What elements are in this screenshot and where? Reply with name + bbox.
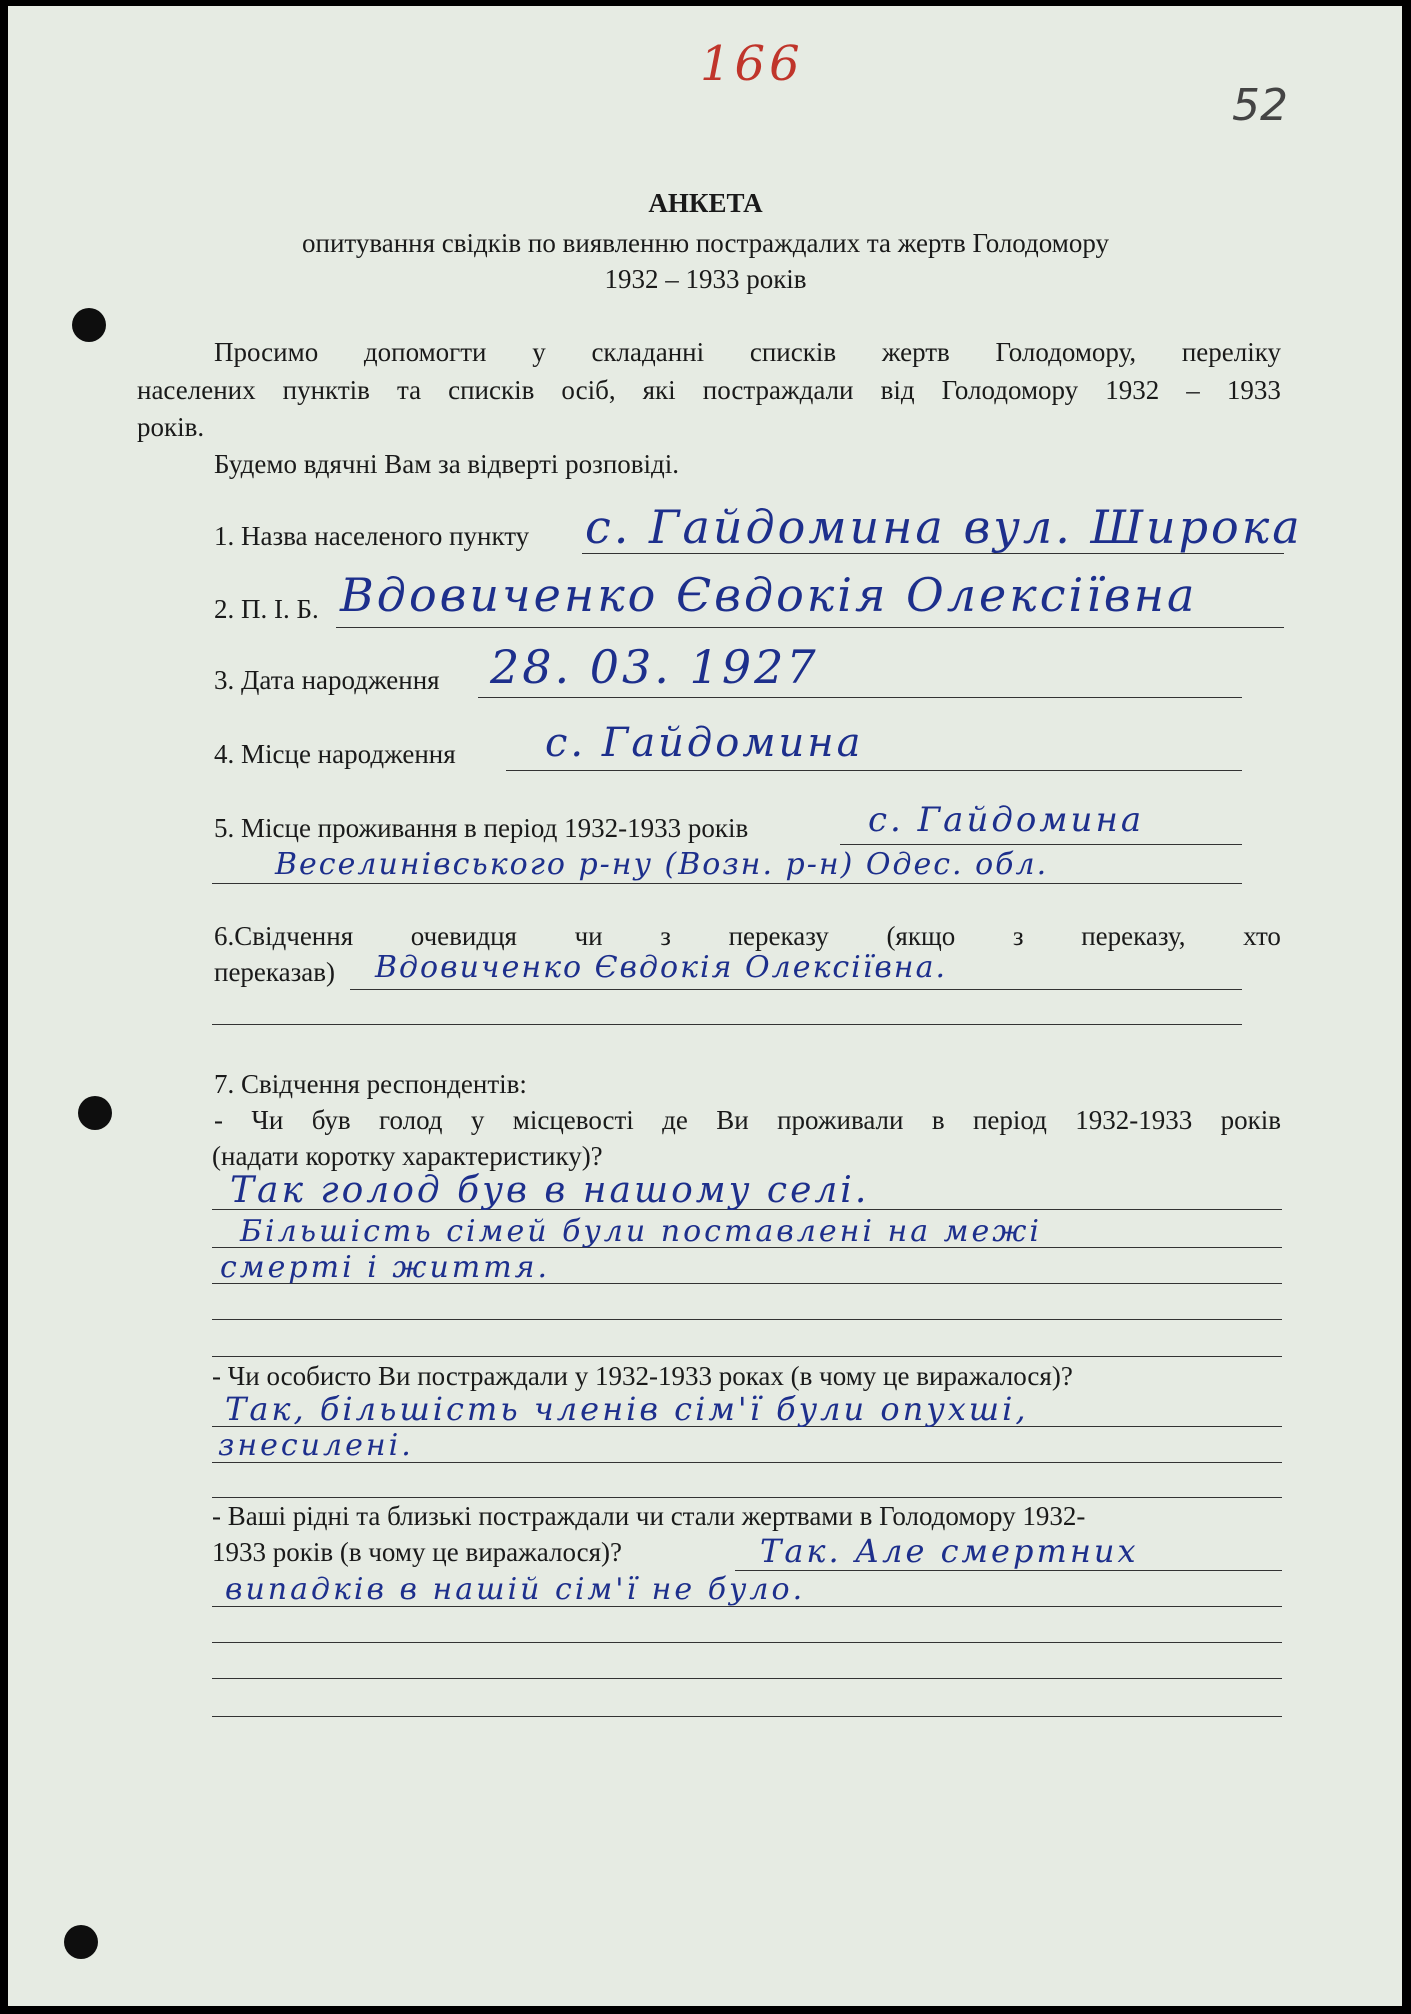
form-title: АНКЕТА bbox=[648, 188, 763, 218]
intro-line-3: років. bbox=[137, 412, 205, 442]
word: пунктів bbox=[282, 375, 370, 405]
page-number-mark: 52 bbox=[1232, 80, 1288, 131]
word: списків bbox=[749, 337, 837, 367]
field-birthdate-value: 28. 03. 1927 bbox=[490, 640, 819, 694]
word: осіб, bbox=[561, 375, 616, 405]
field-settlement-value: с. Гайдомина вул. Широка bbox=[585, 500, 1303, 554]
word: - bbox=[214, 1105, 223, 1135]
word: був bbox=[311, 1105, 351, 1135]
field-source-line-2 bbox=[212, 1024, 1242, 1025]
word: складанні bbox=[591, 337, 705, 367]
word: від bbox=[880, 375, 915, 405]
intro-thanks: Будемо вдячні Вам за відверті розповіді. bbox=[214, 449, 680, 479]
word: в bbox=[931, 1105, 945, 1135]
answer-1-text-1: Так голод був в нашому селі. bbox=[230, 1170, 870, 1211]
question-2: - Чи особисто Ви постраждали у 1932-1933 роках (в чому це виражалося)? bbox=[212, 1361, 1073, 1391]
punch-hole-bottom bbox=[64, 1925, 98, 1959]
word: списків bbox=[448, 375, 535, 405]
answer-3-line-1 bbox=[735, 1570, 1282, 1571]
field-birthplace-line bbox=[506, 770, 1242, 771]
punch-hole-middle bbox=[78, 1096, 112, 1130]
answer-2-text-1: Так, більшість членів сім'ї були опухші, bbox=[225, 1390, 1029, 1428]
word: та bbox=[396, 375, 422, 405]
word: очевидця bbox=[410, 921, 517, 951]
form-subtitle-line2: 1932 – 1933 років bbox=[604, 264, 807, 294]
field-birthplace-label: 4. Місце народження bbox=[214, 739, 456, 769]
testimony-heading: 7. Свідчення респондентів: bbox=[214, 1069, 527, 1099]
field-residence-line-1 bbox=[840, 844, 1242, 845]
answer-3-line-4 bbox=[212, 1678, 1282, 1679]
punch-hole-top bbox=[72, 308, 106, 342]
word: (якщо bbox=[886, 921, 956, 951]
word: років bbox=[1220, 1105, 1281, 1135]
word: Ви bbox=[716, 1105, 749, 1135]
word: проживали bbox=[777, 1105, 904, 1135]
intro-line-2 bbox=[137, 374, 1281, 407]
word: 1932-1933 bbox=[1075, 1105, 1193, 1135]
field-source-line-1 bbox=[350, 989, 1242, 990]
field-residence-value-1: с. Гайдомина bbox=[868, 800, 1145, 840]
word: переказу bbox=[728, 921, 829, 951]
answer-2-line-3 bbox=[212, 1497, 1282, 1498]
answer-2-text-2: знесилені. bbox=[218, 1428, 414, 1463]
field-settlement-label: 1. Назва населеного пункту bbox=[214, 521, 530, 551]
question-3-line2: 1933 років (в чому це виражалося)? bbox=[212, 1537, 623, 1567]
word: 1933 bbox=[1226, 375, 1281, 405]
field-source-label-line2: переказав) bbox=[214, 957, 335, 987]
field-residence-label: 5. Місце проживання в період 1932-1933 років bbox=[214, 813, 749, 843]
field-source-label-line1 bbox=[214, 920, 1281, 953]
archive-number-mark: 166 bbox=[700, 36, 804, 92]
field-birthdate-label: 3. Дата народження bbox=[214, 665, 440, 695]
answer-3-line-3 bbox=[212, 1642, 1282, 1643]
word: переказу, bbox=[1081, 921, 1186, 951]
word: хто bbox=[1243, 921, 1281, 951]
answer-3-line-5 bbox=[212, 1716, 1282, 1717]
word: 1932 bbox=[1105, 375, 1160, 405]
field-name-line bbox=[336, 627, 1284, 628]
word: з bbox=[660, 921, 671, 951]
word: Голодомору, bbox=[995, 337, 1137, 367]
word: Чи bbox=[251, 1105, 284, 1135]
word: переліку bbox=[1181, 337, 1281, 367]
document-page bbox=[8, 6, 1402, 2006]
field-birthplace-value: с. Гайдомина bbox=[545, 720, 864, 766]
word: жертв bbox=[881, 337, 950, 367]
field-residence-value-2: Веселинівського р-ну (Возн. р-н) Одес. обл. bbox=[275, 847, 1049, 882]
form-subtitle-line1: опитування свідків по виявленню постраждалих та жертв Голодомору bbox=[302, 228, 1109, 258]
answer-1-line-5 bbox=[212, 1356, 1282, 1357]
answer-1-text-3: смерті і життя. bbox=[220, 1250, 551, 1285]
field-name-label: 2. П. І. Б. bbox=[214, 594, 319, 624]
intro-line-1 bbox=[214, 336, 1281, 369]
word: допомогти bbox=[363, 337, 487, 367]
field-residence-line-2 bbox=[212, 883, 1242, 884]
field-source-value: Вдовиченко Євдокія Олексіївна. bbox=[375, 950, 947, 985]
word: чи bbox=[574, 921, 603, 951]
answer-1-text-2: Більшість сімей були поставлені на межі bbox=[240, 1214, 1042, 1249]
answer-3-text-2: випадків в нашій сім'ї не було. bbox=[225, 1572, 806, 1607]
field-birthdate-line bbox=[478, 697, 1242, 698]
word: період bbox=[972, 1105, 1047, 1135]
field-name-value: Вдовиченко Євдокія Олексіївна bbox=[340, 568, 1198, 622]
word: з bbox=[1012, 921, 1024, 951]
answer-1-line-4 bbox=[212, 1319, 1282, 1320]
word: – bbox=[1186, 375, 1200, 405]
word: постраждали bbox=[702, 375, 854, 405]
word: голод bbox=[379, 1105, 443, 1135]
answer-3-text-1: Так. Але смертних bbox=[760, 1532, 1139, 1570]
question-1-line1 bbox=[214, 1104, 1281, 1137]
word: місцевості bbox=[512, 1105, 634, 1135]
word: населених bbox=[137, 375, 256, 405]
question-1-line2: (надати коротку характеристику)? bbox=[212, 1141, 603, 1171]
word: Просимо bbox=[214, 337, 319, 367]
word: 6.Свідчення bbox=[214, 921, 354, 951]
question-3-line1: - Ваші рідні та близькі постраждали чи стали жертвами в Голодомору 1932- bbox=[212, 1501, 1086, 1531]
word: Голодомору bbox=[941, 375, 1079, 405]
word: які bbox=[642, 375, 676, 405]
word: у bbox=[532, 337, 546, 367]
word: у bbox=[470, 1105, 485, 1135]
word: де bbox=[662, 1105, 688, 1135]
